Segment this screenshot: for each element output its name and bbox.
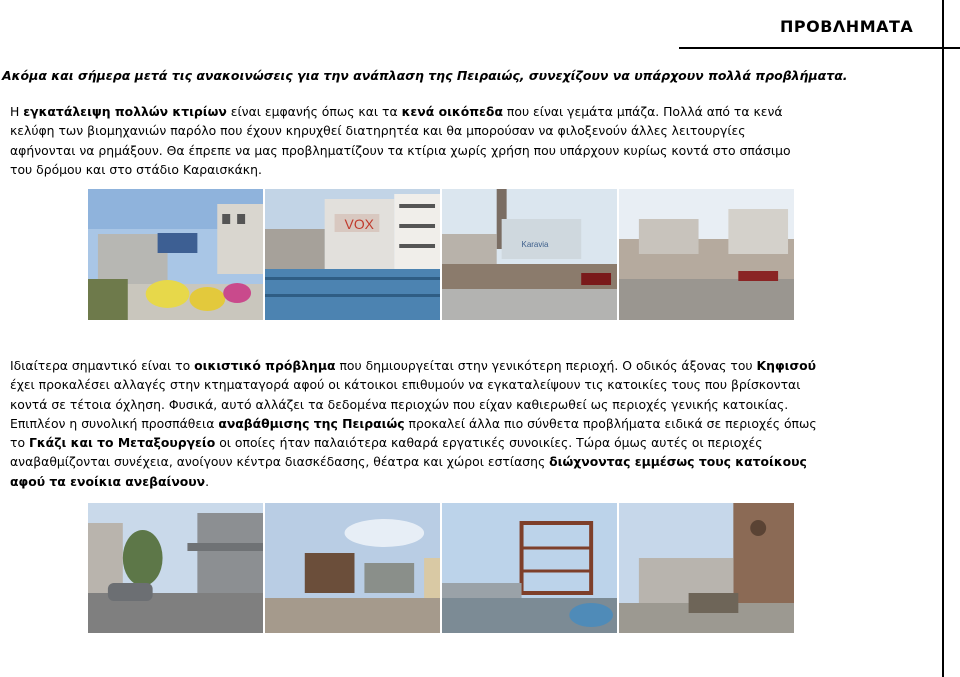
emphasis-run: Γκάζι και το Μεταξουργείο [28, 435, 216, 451]
text-run: Ιδιαίτερα σημαντικό είναι το [10, 358, 195, 373]
text-run: που είναι γεμάτα μπάζα. Πολλά από τα κενά κελύφη των βιομηχανιών παρόλο που έχουν κηρυχθεί διατηρητέα και θα μπορούσαν να φιλοξενούν άλλες λειτουργίες αφήνονται να ρημάξουν. Θα έπρεπε να μας προβληματίζουν τα κτίρια χωρίς χρήση που υπάρχουν κυρίως κοντά στο σπάσιμο του δρόμου και στο στάδιο Καραισκάκη. [10, 104, 791, 177]
paragraph-housing-problem [10, 356, 820, 491]
text-run: Η [10, 104, 24, 119]
emphasis-run: εγκατάλειψη πολλών κτιρίων [23, 104, 227, 119]
photo-strip-neighbourhoods [88, 503, 794, 633]
photo-construction-frame [442, 503, 617, 633]
text-run: που δημιουργείται στην γενικότερη περιοχή. Ο οδικός άξονας του [335, 358, 757, 373]
text-run: . [205, 473, 210, 489]
photo-railway-sheds [265, 503, 440, 633]
text-run: οι οποίες ήταν παλαιότερα καθαρά εργατικές συνοικίες. Τώρα όμως αυτές οι περιοχές αναβαθμίζονται συνέχεια, ανοίγουν κέντρα διασκέδασης, θέατρα και χώροι εστίασης [10, 435, 763, 470]
emphasis-run: Κηφισού [756, 358, 816, 373]
photo-vacant-lot [619, 189, 794, 320]
photo-street-with-car [88, 503, 263, 633]
text-run: προκαλεί άλλα πιο σύνθετα προβλήματα ειδικά σε περιοχές όπως το [10, 415, 817, 451]
photo-derelict-factory [442, 189, 617, 320]
paragraph-abandonment [10, 102, 810, 179]
text-run: είναι εμφανής όπως και τα [226, 104, 402, 119]
page-title: ΠΡΟΒΛΗΜΑΤΑ [780, 17, 914, 36]
emphasis-run: αναβάθμισης της Πειραιώς [218, 415, 405, 431]
svg-text:Karavia: Karavia [521, 239, 549, 250]
emphasis-run: διώχνοντας εμμέσως τους κατοίκους αφού τα ενοίκια ανεβαίνουν [10, 454, 807, 489]
title-underline [679, 47, 960, 49]
svg-text:VOX: VOX [344, 215, 374, 233]
intro-sentence: Ακόμα και σήμερα μετά τις ανακοινώσεις για την ανάπλαση της Πειραιώς, συνεχίζουν να υπάρχουν πολλά προβλήματα. [2, 68, 848, 83]
vertical-rule [942, 0, 944, 677]
photo-vox-building [265, 189, 440, 320]
emphasis-run: οικιστικό πρόβλημα [194, 358, 336, 373]
emphasis-run: κενά οικόπεδα [401, 104, 503, 119]
photo-strip-abandoned [88, 189, 794, 320]
text-run: έχει προκαλέσει αλλαγές στην κτηματαγορά αφού οι κάτοικοι επιθυμούν να εγκαταλείψουν τις κατοικίες τους που βρίσκονται κοντά σε τέτοια όχληση. Φυσικά, αυτό αλλάζει τα δεδομένα περιοχών που είχαν καθιερωθεί ως περιοχές γενικής κατοικίας. Επιπλέον η συνολική προσπάθεια [10, 377, 801, 431]
photo-graffiti-industrial-building [88, 189, 263, 320]
photo-modern-building [619, 503, 794, 633]
